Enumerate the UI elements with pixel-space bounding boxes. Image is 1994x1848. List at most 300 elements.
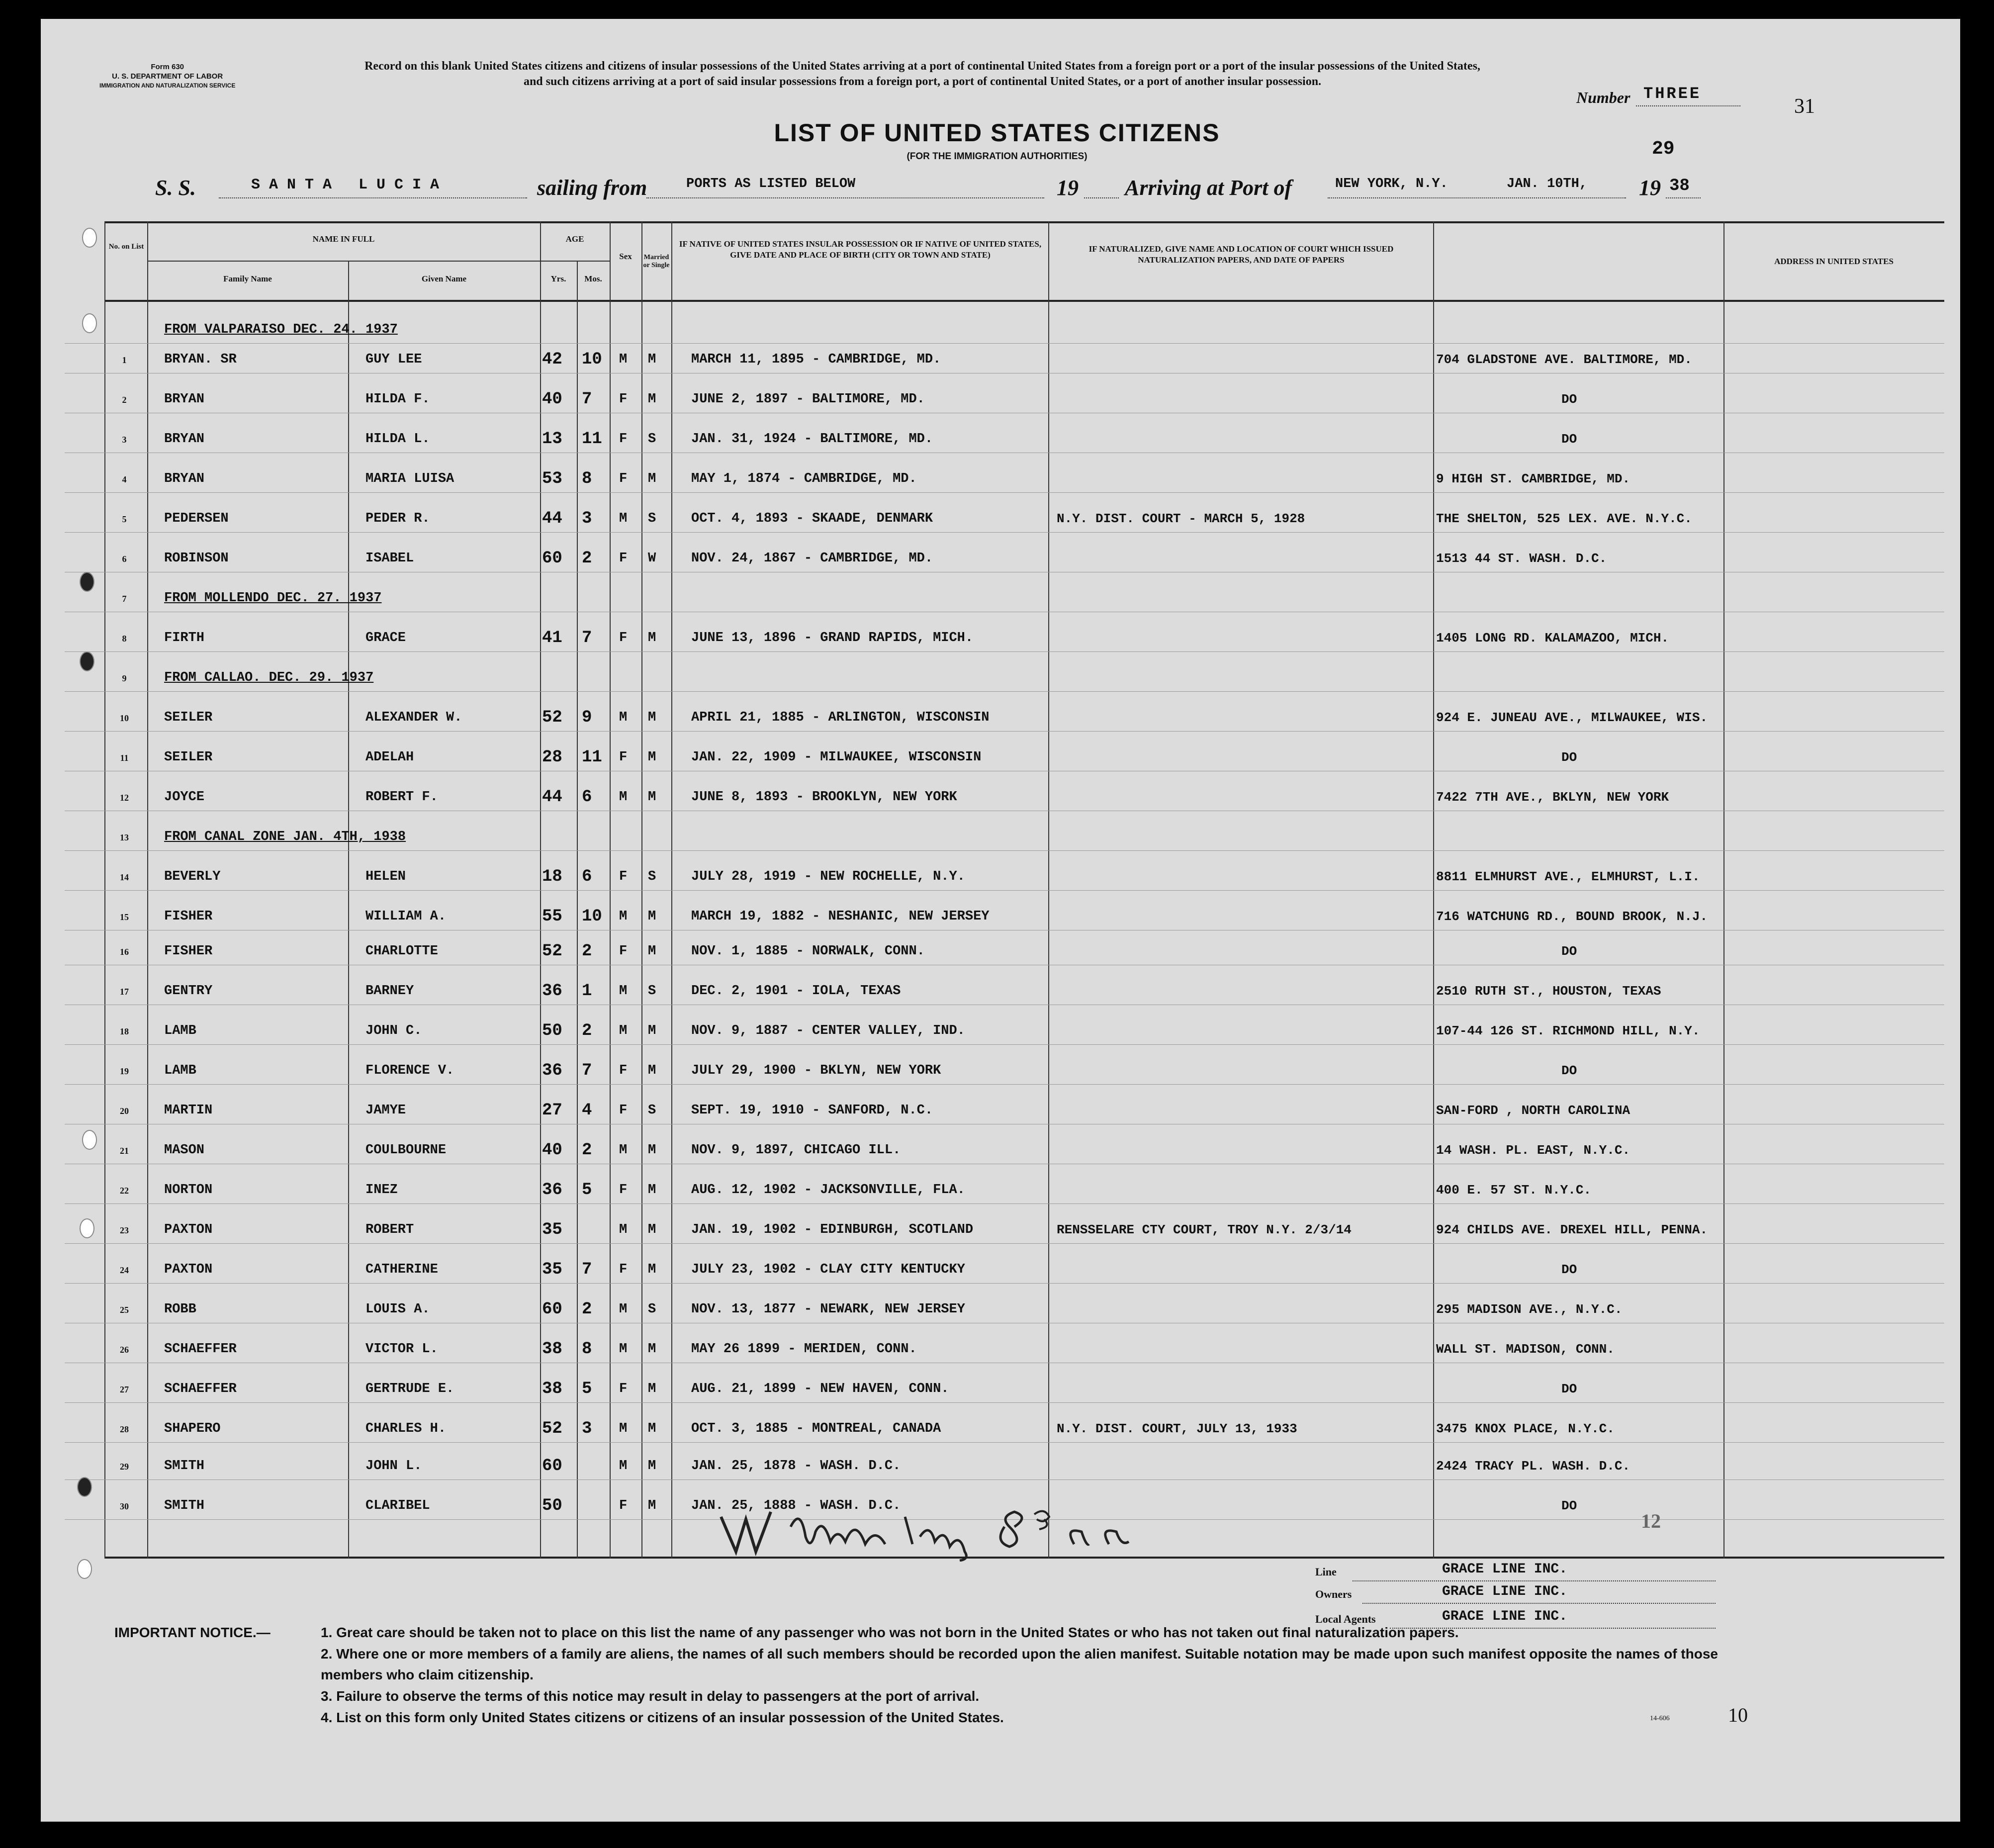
section-heading: FROM VALPARAISO DEC. 24. 1937: [164, 322, 398, 337]
col-divider: [348, 261, 349, 1559]
col-header-address: ADDRESS IN UNITED STATES: [1774, 257, 1894, 266]
age-years: 52: [542, 942, 562, 961]
owners-label: Owners: [1315, 1588, 1352, 1600]
birth-date-place: JULY 29, 1900 - BKLYN, NEW YORK: [691, 1063, 941, 1078]
age-years: 44: [542, 788, 562, 807]
marital-status: M: [648, 790, 656, 805]
us-address: 9 HIGH ST. CAMBRIDGE, MD.: [1436, 471, 1631, 486]
row-number: 18: [120, 1026, 129, 1036]
sex: M: [619, 1421, 628, 1436]
number-label: Number: [1576, 89, 1631, 106]
age-months: 2: [582, 942, 592, 961]
age-months: 10: [582, 907, 602, 926]
us-address: 2424 TRACY PL. WASH. D.C.: [1436, 1459, 1631, 1474]
birth-date-place: MAY 26 1899 - MERIDEN, CONN.: [691, 1342, 917, 1357]
age-years: 41: [542, 629, 562, 647]
row-divider: [65, 1479, 1944, 1480]
bottom-mark: 10: [1728, 1704, 1748, 1726]
age-months: 7: [582, 629, 592, 647]
birth-date-place: MAY 1, 1874 - CAMBRIDGE, MD.: [691, 471, 917, 486]
birth-date-place: JUNE 8, 1893 - BROOKLYN, NEW YORK: [691, 790, 957, 805]
marital-status: M: [648, 750, 656, 765]
row-number: 23: [120, 1225, 129, 1235]
print-code: 14-606: [1650, 1715, 1670, 1722]
us-address: 924 E. JUNEAU AVE., MILWAUKEE, WIS.: [1436, 710, 1708, 725]
marital-status: M: [648, 1262, 656, 1277]
age-years: 53: [542, 469, 562, 488]
family-name: PAXTON: [164, 1262, 213, 1277]
sex: M: [619, 1023, 628, 1038]
sex: F: [619, 1183, 628, 1198]
given-name: VICTOR L.: [365, 1342, 438, 1357]
birth-date-place: JUNE 2, 1897 - BALTIMORE, MD.: [691, 392, 925, 407]
age-months: 2: [582, 1141, 592, 1160]
row-number: 25: [120, 1305, 129, 1315]
age-months: 6: [582, 788, 592, 807]
col-header-name: NAME IN FULL: [312, 234, 375, 244]
table-header-rule: [104, 300, 1944, 302]
given-name: HILDA F.: [365, 392, 430, 407]
marital-status: M: [648, 392, 656, 407]
age-months: 7: [582, 1260, 592, 1279]
punch-hole: [77, 1477, 92, 1497]
row-number: 11: [120, 753, 129, 763]
punch-hole: [80, 572, 94, 592]
given-name: HELEN: [365, 869, 406, 884]
family-name: MASON: [164, 1143, 205, 1158]
birth-date-place: JAN. 25, 1888 - WASH. D.C.: [691, 1498, 901, 1513]
sex: M: [619, 511, 628, 526]
family-name: PEDERSEN: [164, 511, 229, 526]
row-number: 7: [122, 594, 127, 604]
us-address: DO: [1561, 392, 1577, 407]
age-years: 18: [542, 867, 562, 886]
us-address: 14 WASH. PL. EAST, N.Y.C.: [1436, 1143, 1631, 1158]
age-years: 40: [542, 1141, 562, 1160]
marital-status: S: [648, 511, 656, 526]
us-address: THE SHELTON, 525 LEX. AVE. N.Y.C.: [1436, 511, 1692, 526]
marital-status: M: [648, 1183, 656, 1198]
marital-status: M: [648, 631, 656, 646]
row-divider: [65, 492, 1944, 493]
age-years: 40: [542, 390, 562, 409]
age-years: 60: [542, 549, 562, 568]
birth-date-place: NOV. 13, 1877 - NEWARK, NEW JERSEY: [691, 1302, 965, 1317]
family-name: BRYAN. SR: [164, 352, 237, 367]
naturalization-court: N.Y. DIST. COURT - MARCH 5, 1928: [1057, 511, 1305, 526]
section-heading: FROM CALLAO. DEC. 29. 1937: [164, 670, 374, 685]
inspector-signature: [716, 1497, 1193, 1562]
sex: F: [619, 944, 628, 959]
given-name: FLORENCE V.: [365, 1063, 454, 1078]
birth-date-place: NOV. 24, 1867 - CAMBRIDGE, MD.: [691, 551, 933, 566]
given-name: HILDA L.: [365, 432, 430, 447]
age-years: 44: [542, 509, 562, 528]
given-name: ROBERT: [365, 1222, 414, 1237]
us-address: DO: [1561, 750, 1577, 765]
row-number: 15: [120, 912, 129, 922]
given-name: LOUIS A.: [365, 1302, 430, 1317]
line-underline: [1353, 1580, 1716, 1581]
age-years: 52: [542, 1419, 562, 1438]
given-name: BARNEY: [365, 984, 414, 999]
sex: M: [619, 1459, 628, 1474]
sex: M: [619, 1143, 628, 1158]
col-header-married: Married or Single: [643, 254, 670, 269]
given-name: JOHN L.: [365, 1459, 422, 1474]
col-header-yrs: Yrs.: [550, 274, 566, 283]
family-name: FISHER: [164, 909, 213, 924]
form-identification: [99, 62, 235, 91]
us-address: 400 E. 57 ST. N.Y.C.: [1436, 1183, 1592, 1198]
given-name: CHARLES H.: [365, 1421, 447, 1436]
family-name: FISHER: [164, 944, 213, 959]
family-name: BRYAN: [164, 432, 205, 447]
age-months: 10: [582, 350, 602, 369]
page-title: LIST OF UNITED STATES CITIZENS: [774, 119, 1220, 147]
sex: M: [619, 1222, 628, 1237]
age-months: 5: [582, 1181, 592, 1200]
given-name: ISABEL: [365, 551, 414, 566]
age-years: 13: [542, 430, 562, 449]
us-address: 8811 ELMHURST AVE., ELMHURST, L.I.: [1436, 869, 1700, 884]
col-header-family: Family Name: [223, 274, 272, 283]
sex: M: [619, 1342, 628, 1357]
family-name: JOYCE: [164, 790, 205, 805]
row-number: 17: [120, 987, 129, 997]
marital-status: M: [648, 1459, 656, 1474]
row-divider: [65, 1084, 1944, 1085]
row-number: 1: [122, 355, 127, 365]
birth-date-place: NOV. 9, 1887 - CENTER VALLEY, IND.: [691, 1023, 965, 1038]
punch-hole: [82, 313, 97, 333]
given-name: JOHN C.: [365, 1023, 422, 1038]
age-years: 36: [542, 1181, 562, 1200]
age-years: 42: [542, 350, 562, 369]
family-name: ROBINSON: [164, 551, 229, 566]
birth-date-place: AUG. 21, 1899 - NEW HAVEN, CONN.: [691, 1382, 949, 1396]
local-agents-value: GRACE LINE INC.: [1442, 1609, 1568, 1624]
birth-date-place: JAN. 19, 1902 - EDINBURGH, SCOTLAND: [691, 1222, 974, 1237]
age-months: 2: [582, 549, 592, 568]
birth-date-place: DEC. 2, 1901 - IOLA, TEXAS: [691, 984, 901, 999]
age-years: 27: [542, 1101, 562, 1120]
sex: F: [619, 471, 628, 486]
col-header-birth: IF NATIVE OF UNITED STATES INSULAR POSSESSION OR IF NATIVE OF UNITED STATES, GIVE DATE AND PLACE OF BIRTH (CITY OR TOWN AND STATE): [679, 239, 1042, 260]
corner-mark: 31: [1794, 95, 1815, 118]
sex: F: [619, 1063, 628, 1078]
age-months: 4: [582, 1101, 592, 1120]
age-months: 2: [582, 1021, 592, 1040]
marital-status: M: [648, 1382, 656, 1396]
punch-hole: [77, 1559, 92, 1579]
given-name: JAMYE: [365, 1103, 406, 1118]
row-number: 9: [122, 673, 127, 683]
col-header-sex: Sex: [619, 252, 632, 261]
col-header-no: No. on List: [108, 243, 144, 251]
family-name: GENTRY: [164, 984, 213, 999]
marital-status: M: [648, 471, 656, 486]
ship-name: SANTA LUCIA: [251, 177, 449, 193]
us-address: 2510 RUTH ST., HOUSTON, TEXAS: [1436, 984, 1661, 999]
line-label: Line: [1315, 1566, 1337, 1578]
section-heading: FROM CANAL ZONE JAN. 4TH, 1938: [164, 830, 406, 844]
row-number: 26: [120, 1345, 129, 1355]
sex: F: [619, 750, 628, 765]
given-name: CATHERINE: [365, 1262, 438, 1277]
age-months: 3: [582, 509, 592, 528]
year-underline-2: [1666, 197, 1701, 198]
birth-date-place: SEPT. 19, 1910 - SANFORD, N.C.: [691, 1103, 933, 1118]
row-divider: [65, 1044, 1944, 1045]
birth-date-place: NOV. 1, 1885 - NORWALK, CONN.: [691, 944, 925, 959]
punch-hole: [82, 228, 97, 248]
us-address: 295 MADISON AVE., N.Y.C.: [1436, 1302, 1623, 1317]
department-name: U. S. DEPARTMENT OF LABOR: [112, 72, 223, 81]
marital-status: M: [648, 1023, 656, 1038]
row-number: 4: [122, 474, 127, 484]
family-name: BEVERLY: [164, 869, 221, 884]
row-divider: [65, 1442, 1944, 1443]
age-years: 36: [542, 982, 562, 1001]
family-name: MARTIN: [164, 1103, 213, 1118]
row-divider: [65, 850, 1944, 851]
marital-status: S: [648, 1302, 656, 1317]
row-divider: [65, 890, 1944, 891]
port-underline: [1328, 197, 1626, 198]
row-number: 21: [120, 1146, 129, 1156]
punch-hole: [80, 651, 94, 671]
naturalization-court: RENSSELARE CTY COURT, TROY N.Y. 2/3/14: [1057, 1222, 1352, 1237]
row-divider: [65, 1283, 1944, 1284]
marital-status: M: [648, 1063, 656, 1078]
row-number: 5: [122, 514, 127, 524]
given-name: GRACE: [365, 631, 406, 646]
sailing-underline: [646, 197, 1044, 198]
marital-status: M: [648, 1421, 656, 1436]
age-years: 38: [542, 1380, 562, 1398]
family-name: LAMB: [164, 1023, 196, 1038]
marital-status: S: [648, 1103, 656, 1118]
punch-hole: [80, 1218, 94, 1238]
birth-date-place: JAN. 31, 1924 - BALTIMORE, MD.: [691, 432, 933, 447]
given-name: ADELAH: [365, 750, 414, 765]
sex: M: [619, 790, 628, 805]
row-divider: [65, 1402, 1944, 1403]
us-address: 704 GLADSTONE AVE. BALTIMORE, MD.: [1436, 352, 1692, 367]
given-name: GUY LEE: [365, 352, 422, 367]
family-name: SMITH: [164, 1459, 205, 1474]
given-name: CLARIBEL: [365, 1498, 430, 1513]
us-address: DO: [1561, 1063, 1577, 1078]
local-agents-label: Local Agents: [1315, 1613, 1376, 1625]
marital-status: M: [648, 710, 656, 725]
row-number: 6: [122, 554, 127, 564]
marital-status: S: [648, 869, 656, 884]
age-years: 50: [542, 1021, 562, 1040]
row-divider: [65, 1243, 1944, 1244]
given-name: CHARLOTTE: [365, 944, 438, 959]
marital-status: M: [648, 1143, 656, 1158]
given-name: ROBERT F.: [365, 790, 438, 805]
age-months: 11: [582, 748, 602, 767]
stamp-number: 12: [1641, 1510, 1661, 1532]
sex: M: [619, 984, 628, 999]
ship-underline: [219, 197, 527, 198]
arriving-label: Arriving at Port of: [1125, 176, 1292, 200]
given-name: COULBOURNE: [365, 1143, 447, 1158]
age-subheader-rule: [540, 261, 610, 262]
age-years: 50: [542, 1496, 562, 1515]
row-number: 27: [120, 1385, 129, 1394]
family-name: FIRTH: [164, 631, 205, 646]
birth-date-place: JAN. 25, 1878 - WASH. D.C.: [691, 1459, 901, 1474]
name-subheader-rule: [147, 261, 540, 262]
family-name: PAXTON: [164, 1222, 213, 1237]
row-number: 3: [122, 435, 127, 445]
col-divider: [577, 261, 578, 1559]
notice-item: 1. Great care should be taken not to place on this list the name of any passenger who was not born in the United States or who has not taken out final naturalization papers.: [321, 1625, 1459, 1640]
row-number: 20: [120, 1106, 129, 1116]
sailing-label: sailing from: [537, 176, 647, 200]
sex: M: [619, 710, 628, 725]
us-address: DO: [1561, 1382, 1577, 1396]
age-years: 60: [542, 1300, 562, 1319]
birth-date-place: NOV. 9, 1897, CHICAGO ILL.: [691, 1143, 901, 1158]
family-name: ROBB: [164, 1302, 196, 1317]
age-months: 6: [582, 867, 592, 886]
row-number: 29: [120, 1462, 129, 1472]
year-prefix-2: 19: [1639, 176, 1661, 200]
row-number: 8: [122, 634, 127, 644]
us-address: 924 CHILDS AVE. DREXEL HILL, PENNA.: [1436, 1222, 1708, 1237]
family-name: SMITH: [164, 1498, 205, 1513]
age-years: 35: [542, 1220, 562, 1239]
age-years: 55: [542, 907, 562, 926]
row-number: 13: [120, 832, 129, 842]
family-name: SCHAEFFER: [164, 1342, 237, 1357]
naturalization-court: N.Y. DIST. COURT, JULY 13, 1933: [1057, 1421, 1297, 1436]
family-name: LAMB: [164, 1063, 196, 1078]
line-value: GRACE LINE INC.: [1442, 1562, 1568, 1577]
sex: M: [619, 352, 628, 367]
col-header-given: Given Name: [421, 274, 467, 283]
notice-item: 4. List on this form only United States citizens or citizens of an insular possession of the United States.: [321, 1710, 1004, 1725]
punch-hole: [82, 1130, 97, 1150]
birth-date-place: OCT. 4, 1893 - SKAADE, DENMARK: [691, 511, 933, 526]
row-number: 2: [122, 395, 127, 405]
row-divider: [65, 532, 1944, 533]
sex: F: [619, 432, 628, 447]
age-months: 7: [582, 1061, 592, 1080]
row-number: 19: [120, 1066, 129, 1076]
us-address: 716 WATCHUNG RD., BOUND BROOK, N.J.: [1436, 909, 1708, 924]
age-months: 11: [582, 430, 602, 449]
row-number: 10: [120, 713, 129, 723]
table-top-rule: [104, 221, 1944, 223]
birth-date-place: MARCH 11, 1895 - CAMBRIDGE, MD.: [691, 352, 941, 367]
age-years: 36: [542, 1061, 562, 1080]
sex: F: [619, 551, 628, 566]
arrival-date: JAN. 10TH,: [1507, 177, 1588, 191]
age-months: 3: [582, 1419, 592, 1438]
age-months: 8: [582, 1340, 592, 1359]
marital-status: M: [648, 944, 656, 959]
sex: F: [619, 392, 628, 407]
ss-label: S. S.: [155, 176, 196, 200]
owners-underline: [1362, 1603, 1716, 1604]
section-heading: FROM MOLLENDO DEC. 27. 1937: [164, 591, 382, 606]
row-number: 28: [120, 1424, 129, 1434]
us-address: 7422 7TH AVE., BKLYN, NEW YORK: [1436, 790, 1669, 805]
marital-status: S: [648, 984, 656, 999]
us-address: WALL ST. MADISON, CONN.: [1436, 1342, 1615, 1357]
birth-date-place: MARCH 19, 1882 - NESHANIC, NEW JERSEY: [691, 909, 990, 924]
age-months: 8: [582, 469, 592, 488]
birth-date-place: APRIL 21, 1885 - ARLINGTON, WISCONSIN: [691, 710, 990, 725]
row-number: 30: [120, 1501, 129, 1511]
age-years: 60: [542, 1457, 562, 1476]
number-underline: [1636, 105, 1740, 106]
us-address: SAN-FORD , NORTH CAROLINA: [1436, 1103, 1631, 1118]
year-suffix: 38: [1669, 177, 1690, 195]
given-name: GERTRUDE E.: [365, 1382, 454, 1396]
sex: F: [619, 1103, 628, 1118]
birth-date-place: OCT. 3, 1885 - MONTREAL, CANADA: [691, 1421, 941, 1436]
family-name: SHAPERO: [164, 1421, 221, 1436]
family-name: SEILER: [164, 750, 213, 765]
family-name: BRYAN: [164, 471, 205, 486]
row-divider: [65, 651, 1944, 652]
intro-paragraph: Record on this blank United States citizens and citizens of insular possessions of the United States arriving at a port of continental United States from a foreign port or a port of the insular possessions of the United States, and such citizens arriving at a port of said insular possessions from a foreign port, a port of continental United States, or a port of another insular possession.: [364, 60, 1480, 88]
notice-item: 3. Failure to observe the terms of this notice may result in delay to passengers at the port of arrival.: [321, 1688, 980, 1704]
age-months: 7: [582, 390, 592, 409]
age-years: 35: [542, 1260, 562, 1279]
arrival-port: NEW YORK, N.Y.: [1335, 177, 1448, 191]
row-number: 12: [120, 793, 129, 803]
marital-status: M: [648, 1222, 656, 1237]
form-number: Form 630: [151, 63, 184, 71]
row-number: 16: [120, 947, 129, 957]
page-subtitle: (FOR THE IMMIGRATION AUTHORITIES): [906, 151, 1088, 162]
sex: F: [619, 1498, 628, 1513]
row-number: 24: [120, 1265, 129, 1275]
family-name: BRYAN: [164, 392, 205, 407]
sailing-from: PORTS AS LISTED BELOW: [686, 177, 856, 191]
birth-date-place: JULY 28, 1919 - NEW ROCHELLE, N.Y.: [691, 869, 965, 884]
col-header-naturalized: IF NATURALIZED, GIVE NAME AND LOCATION OF COURT WHICH ISSUED NATURALIZATION PAPERS, AND DATE OF PAPERS: [1088, 244, 1394, 265]
us-address: DO: [1561, 944, 1577, 959]
marital-status: M: [648, 909, 656, 924]
row-number: 14: [120, 872, 129, 882]
age-years: 38: [542, 1340, 562, 1359]
row-number: 22: [120, 1186, 129, 1196]
birth-date-place: JULY 23, 1902 - CLAY CITY KENTUCKY: [691, 1262, 965, 1277]
col-header-mos: Mos.: [584, 274, 602, 283]
marital-status: M: [648, 1498, 656, 1513]
sex: M: [619, 909, 628, 924]
row-divider: [65, 691, 1944, 692]
us-address: DO: [1561, 1262, 1577, 1277]
given-name: WILLIAM A.: [365, 909, 447, 924]
sex: F: [619, 1262, 628, 1277]
notice-item: 2. Where one or more members of a family are aliens, the names of all such members should be recorded upon the alien manifest. Suitable notation may be made upon such manifest opposite the names of those members who claim citizenship.: [321, 1646, 1718, 1682]
age-years: 52: [542, 708, 562, 727]
family-name: SCHAEFFER: [164, 1382, 237, 1396]
given-name: ALEXANDER W.: [365, 710, 462, 725]
marital-status: M: [648, 352, 656, 367]
row-divider: [65, 731, 1944, 732]
